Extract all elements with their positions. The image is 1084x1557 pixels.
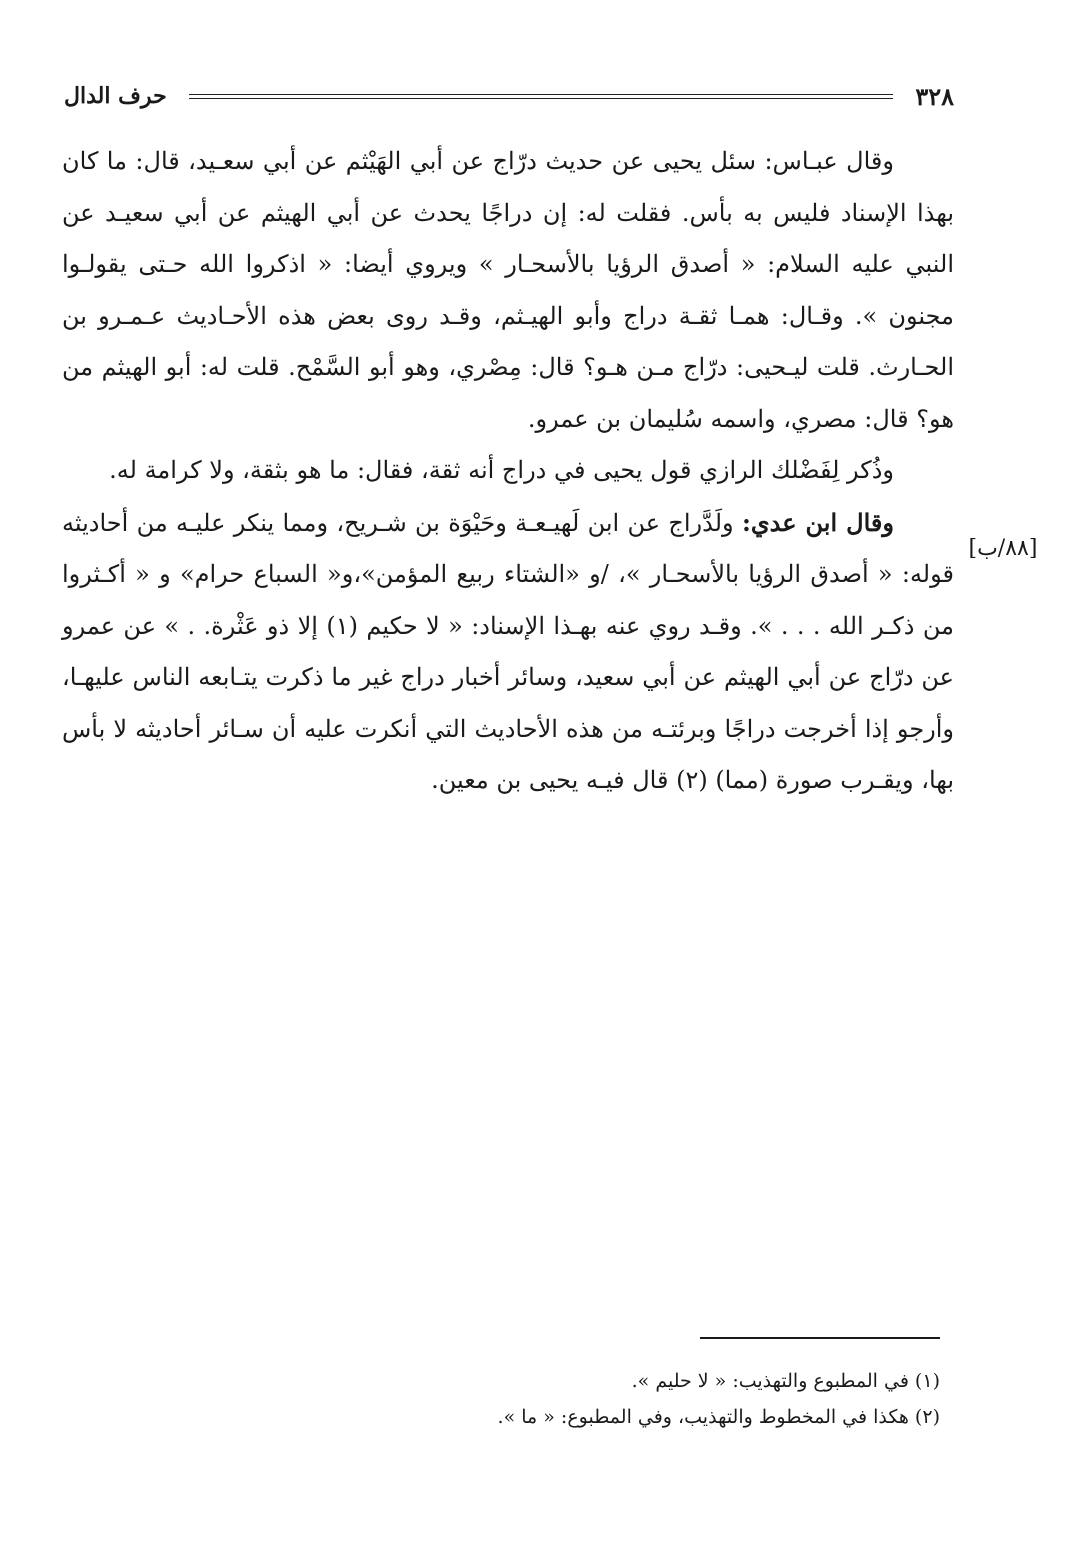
page-number: ٣٢٨ [915, 81, 954, 111]
header-rule [189, 94, 894, 99]
footnote-2: (٢) هكذا في المخطوط والتهذيب، وفي المطبوع: « ما ». [497, 1406, 940, 1428]
footnote-separator [700, 1337, 940, 1339]
ibn-adi-text: ولَدَّراج عن ابن لَهيـعـة وحَيْوَة بن شـريح، ومما ينكر عليـه من أحاديثه قوله: « أصدق الرؤيا بالأسحـار »، /و «الشتاء ربيع المؤمن»،و« السباع حرام» و « أكـثروا من ذكـر الله . . . ». وقـد روي عنه بهـذا الإسناد: « لا حكيم (١) إلا ذو عَثْرة. . » عن عمرو عن درّاج عن أبي الهيثم عن أبي سعيد، وسائر أخبار دراج غير ما ذكرت يتـابعه الناس عليهـا، وأرجو إذا أخرجت دراجًا وبرئتـه من هذه الأحاديث التي أنكرت عليه أن سـائر أحاديثه لا بأس بها، ويقـرب صورة (مما) (٢) قال فيـه يحيى بن معين. [62, 508, 954, 794]
chapter-title: حرف الدال [64, 83, 167, 109]
footnote-1: (١) في المطبوع والتهذيب: « لا حليم ». [631, 1370, 940, 1392]
main-text [62, 136, 954, 807]
manuscript-folio-marker: [٨٨/ب] [968, 536, 1038, 561]
paragraph-fadlak: وذُكر لِفَضْلك الرازي قول يحيى في دراج أنه ثقة، فقال: ما هو بثقة، ولا كرامة له. [109, 456, 894, 484]
page-header [64, 78, 954, 114]
paragraph-abbas: وقال عبـاس: سئل يحيى عن حديث درّاج عن أبي الهَيْثم عن أبي سعـيد، قال: ما كان بهذا الإسناد فليس به بأس. فقلت له: إن دراجًا يحدث عن أبي الهيثم عن أبي سعيـد عن النبي عليه السلام: « أصدق الرؤيا بالأسحـار » ويروي أيضا: « اذكروا الله حـتى يقولـوا مجنون ». وقـال: همـا ثقـة دراج وأبو الهيـثم، وقـد روى بعض هذه الأحـاديث عـمـرو بن الحـارث. قلت ليـحيى: درّاج مـن هـو؟ قال: مِصْري، وهو أبو السَّمْح. قلت له: أبو الهيثم من هو؟ قال: مصري، واسمه سُليمان بن عمرو. [62, 147, 954, 433]
footnotes [300, 1363, 940, 1435]
paragraph-ibn-adi [62, 497, 954, 807]
speaker-ibn-adi: وقال ابن عدي: [741, 507, 894, 537]
